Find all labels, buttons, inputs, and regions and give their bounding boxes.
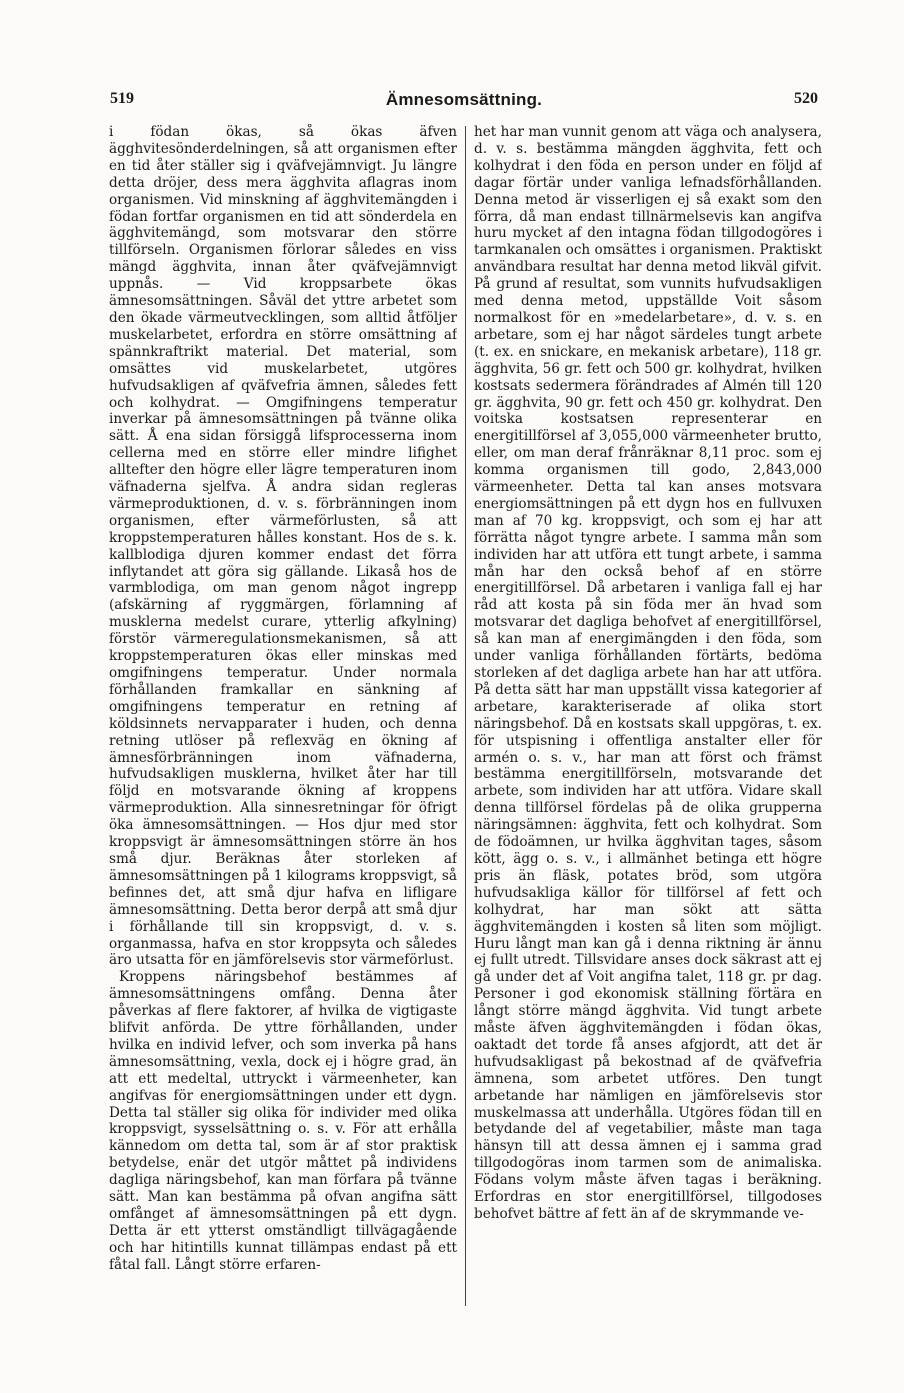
- page-title: Ämnesomsättning.: [385, 90, 543, 109]
- page-number-left: 519: [110, 90, 134, 107]
- page-header: [110, 90, 818, 114]
- left-paragraph-2: Kroppens näringsbehof bestämmes af ämnesomsättningens omfång. Denna åter påverkas af flere faktorer, af hvilka de vigtigaste blifvit anförda. De yttre förhållanden, under hvilka en individ lefver, och som inverka på hans ämnesomsättning, vexla, dock ej i högre grad, än att ett medeltal, uttryckt i värmeenheter, kan angifvas för energiomsättningen under ett dygn. Detta tal ställer sig olika för individer med olika kroppsvigt, sysselsättning o. s. v. För att erhålla kännedom om detta tal, som är af stor praktisk betydelse, enär det utgör måttet på individens dagliga näringsbehof, kan man förfara på tvänne sätt. Man kan bestämma på ofvan angifna sätt omfånget af ämnesomsättningen på ett dygn. Detta är ett ytterst omständligt tillvägagående och har hitintills kunnat tillämpas endast på ett fåtal fall. Långt större erfaren-: [109, 969, 457, 1273]
- column-divider: [465, 126, 466, 1306]
- page-number-right: 520: [794, 90, 818, 107]
- left-paragraph-1: i födan ökas, så ökas äfven ägghvitesönderdelningen, så att organismen efter en tid åter ställer sig i qväfvejämnvigt. Ju längre detta dröjer, dess mera ägghvita aflagras inom organismen. Vid minskning af ägghvitemängden i födan fortfar organismen en tid att sönderdela en ägghvitemängd, som motsvarar den större tillförseln. Organismen förlorar således en viss mängd ägghvita, innan åter qväfvejämnvigt uppnås. — Vid kroppsarbete ökas ämnesomsättningen. Såväl det yttre arbetet som den ökade värmeutvecklingen, som alltid åtföljer muskelarbetet, erfordra en större omsättning af spännkraftrikt material. Det material, som omsättes vid muskelarbetet, utgöres hufvudsakligen af qväfvefria ämnen, således fett och kolhydrat. — Omgifningens temperatur inverkar på ämnesomsättningen på tvänne olika sätt. Å ena sidan försiggå lifsprocesserna inom cellerna med en större eller mindre lifighet alltefter den högre eller lägre temperaturen inom väfnaderna sjelfva. Å andra sidan regleras värmeproduktionen, d. v. s. förbränningen inom organismen, efter värmeförlusten, så att kroppstemperaturen hålles konstant. Hos de s. k. kallblodiga djuren kommer endast det förra inflytandet att göra sig gällande. Likaså hos de varmblodiga, om man genom något ingrepp (afskärning af ryggmärgen, förlamning af musklerna medelst curare, ytterlig afkylning) förstör värmeregulationsmekanismen, så att kroppstemperaturen ökas eller minskas med omgifningens temperatur. Under normala förhållanden framkallar en sänkning af omgifningens temperatur en retning af köldsinnets nervapparater i huden, och denna retning utlöser på reflexväg en ökning af ämnesförbränningen inom väfnaderna, hufvudsakligen musklerna, hvilket åter har till följd en motsvarande ökning af kroppens värmeproduktion. Alla sinnesretningar för öfrigt öka ämnesomsättningen. — Hos djur med stor kroppsvigt är ämnesomsättningen större än hos små djur. Beräknas åter storleken af ämnesomsättningen på 1 kilograms kroppsvigt, så befinnes det, att små djur hafva en lifligare ämnesomsättning. Detta beror derpå att små djur i förhållande till sin kroppsvigt, d. v. s. organmassa, hafva en stor kroppsyta och således äro utsatta för en jämförelsevis stor värmeförlust.: [109, 124, 457, 969]
- left-column: [109, 124, 457, 1324]
- right-paragraph-1: het har man vunnit genom att väga och analysera, d. v. s. bestämma mängden ägghvita, fett och kolhydrat i den föda en person under en följd af dagar förtär under vanliga lefnadsförhållanden. Denna metod är visserligen ej så exakt som den förra, då man endast tillnärmelsevis kan angifva huru mycket af den intagna födan tillgodogöres i tarmkanalen och omsättes i organismen. Praktiskt användbara resultat har denna metod likväl gifvit. På grund af resultat, som vunnits hufvudsakligen med denna metod, uppställde Voit såsom normalkost för en »medelarbetare», d. v. s. en arbetare, som ej har något särdeles tungt arbete (t. ex. en snickare, en mekanisk arbetare), 118 gr. ägghvita, 56 gr. fett och 500 gr. kolhydrat, hvilken kostsats sedermera förändrades af Almén till 120 gr. ägghvita, 90 gr. fett och 450 gr. kolhydrat. Den voitska kostsatsen representerar en energitillförsel af 3,055,000 värmeenheter brutto, eller, om man deraf frånräknar 8,11 proc. som ej komma organismen till godo, 2,843,000 värmeenheter. Detta tal kan anses motsvara energiomsättningen på ett dygn hos en fullvuxen man af 70 kg. kroppsvigt, och som ej har att förrätta något tyngre arbete. I samma mån som individen har att utföra ett tungt arbete, i samma mån har den också behof af en större energitillförsel. Då arbetaren i vanliga fall ej har råd att kosta på sin föda mer än hvad som motsvarar det dagliga behofvet af energitillförsel, så kan man af energimängden i den föda, som under vanliga förhållanden förtärts, bedöma storleken af det dagliga arbete han har att utföra. På detta sätt har man uppställt vissa kategorier af arbetare, karakteriserade af olika stort näringsbehof. Då en kostsats skall uppgöras, t. ex. för utspisning i offentliga anstalter eller för armén o. s. v., har man att först och främst bestämma energitillförseln, motsvarande det arbete, som individen har att utföra. Vidare skall denna tillförsel fördelas på de olika grupperna näringsämnen: ägghvita, fett och kolhydrat. Som de födoämnen, ur hvilka ägghvitan tages, såsom kött, ägg o. s. v., i allmänhet betinga ett högre pris än fläsk, potates bröd, som utgöra hufvudsakliga källor för tillförsel af fett och kolhydrat, har man sökt att sätta ägghvitemängden i kosten så liten som möjligt. Huru långt man kan gå i denna riktning är ännu ej fullt utredt. Tillsvidare anses dock säkrast att ej gå under det af Voit angifna talet, 118 gr. pr dag. Personer i god ekonomisk ställning förtära en långt större mängd ägghvita. Vid tungt arbete måste äfven ägghvitemängden i födan ökas, oaktadt det torde få anses afgjordt, att det är hufvudsakligast på bekostnad af de qväfvefria ämnena, som arbetet utföres. Den tungt arbetande har nämligen en jämförelsevis stor muskelmassa att underhålla. Utgöres födan till en betydande del af vegetabilier, måste man taga hänsyn till att dessa ämnen ej i samma grad tillgodogöras inom tarmen som de animaliska. Födans volym måste äfven tagas i beräkning. Erfordras en stor energitillförsel, tillgodoses behofvet bättre af fett än af de skrymmande ve-: [474, 124, 822, 1222]
- right-column: [474, 124, 822, 1324]
